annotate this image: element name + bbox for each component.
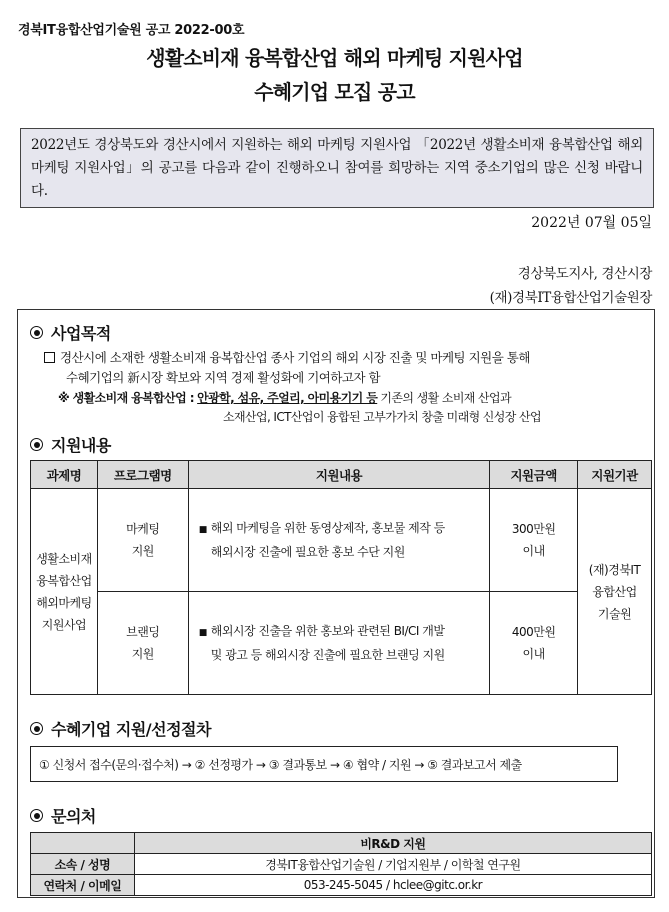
program-cell: 브랜딩 지원 <box>97 592 188 695</box>
notice-number: 경북IT융합산업기술원 공고 2022-00호 <box>18 23 245 38</box>
empty-header-cell <box>31 833 135 854</box>
table-row <box>31 875 652 896</box>
intro-box: 2022년도 경상북도와 경산시에서 지원하는 해외 마케팅 지원사업 「2022년 생활소비재 융복합산업 해외 마케팅 지원사업」의 공고를 다음과 같이 진행하오니 참여를 희망하는 지역 중소기업의 많은 신청 바랍니다. <box>20 128 654 208</box>
square-bullet-icon: ■ <box>198 628 207 638</box>
col-header: 지원내용 <box>188 461 489 489</box>
page-title: 생활소비재 융복합산업 해외 마케팅 지원사업 <box>146 46 523 70</box>
purpose-line-1: 경산시에 소재한 생활소비재 융복합산업 종사 기업의 해외 시장 진출 및 마케팅 지원을 통해 <box>60 350 530 365</box>
col-header: 비R&D 지원 <box>134 833 651 854</box>
row-value: 053-245-5045 / hclee@gitc.or.kr <box>134 875 651 896</box>
issuer-line-2: (재)경북IT융합산업기술원장 <box>489 290 652 306</box>
section-heading-text: 사업목적 <box>51 324 111 343</box>
contact-table <box>30 832 652 896</box>
purpose-line-2: 수혜기업의 新시장 확보와 지역 경제 활성화에 기여하고자 함 <box>66 370 381 385</box>
col-header: 과제명 <box>31 461 98 489</box>
amount-cell: 300만원 이내 <box>490 489 578 592</box>
issuer-line-1: 경상북도지사, 경산시장 <box>517 266 652 282</box>
row-label: 연락처 / 이메일 <box>31 875 135 896</box>
table-row <box>31 489 652 592</box>
col-header: 지원금액 <box>490 461 578 489</box>
row-label: 소속 / 성명 <box>31 854 135 875</box>
square-bullet-icon: ■ <box>198 525 207 535</box>
desc-cell: ■ 해외 마케팅을 위한 동영상제작, 홍보물 제작 등 해외시장 진출에 필요한 홍보 수단 지원 <box>188 489 489 592</box>
section-heading-text: 문의처 <box>51 807 96 826</box>
project-name-cell: 생활소비재 융복합산업 해외마케팅 지원사업 <box>31 489 98 695</box>
desc-cell: ■ 해외시장 진출을 위한 홍보와 관련된 BI/CI 개발 및 광고 등 해외시장 진출에 필요한 브랜딩 지원 <box>188 592 489 695</box>
section-heading-procedure <box>30 717 211 740</box>
agency-cell: (재)경북IT 융합산업 기술원 <box>578 489 652 695</box>
bullet-circle-icon <box>30 326 43 339</box>
section-heading-text: 수혜기업 지원/선정절차 <box>51 720 211 739</box>
note-label: ※ 생활소비재 융복합산업 : <box>58 391 194 405</box>
amount-cell: 400만원 이내 <box>490 592 578 695</box>
notice-date: 2022년 07월 05일 <box>531 215 652 231</box>
checkbox-square-icon <box>44 352 55 363</box>
page-subtitle: 수혜기업 모집 공고 <box>254 80 415 104</box>
note-underlined: 안광학, 섬유, 주얼리, 아미용기기 등 <box>197 391 378 405</box>
table-row <box>31 592 652 695</box>
program-cell: 마케팅 지원 <box>97 489 188 592</box>
row-value: 경북IT융합산업기술원 / 기업지원부 / 이학철 연구원 <box>134 854 651 875</box>
support-table <box>30 460 652 695</box>
bullet-circle-icon <box>30 809 43 822</box>
purpose-text <box>44 348 644 388</box>
note-rest-1: 기존의 생활 소비재 산업과 <box>377 391 511 405</box>
purpose-note <box>58 389 648 427</box>
section-heading-support <box>30 433 111 456</box>
section-heading-contact <box>30 804 96 827</box>
bullet-circle-icon <box>30 722 43 735</box>
section-heading-purpose <box>30 321 111 344</box>
section-heading-text: 지원내용 <box>51 436 111 455</box>
procedure-box: ① 신청서 접수(문의·접수처) → ② 선정평가 → ③ 결과통보 → ④ 협약 / 지원 → ⑤ 결과보고서 제출 <box>30 746 618 782</box>
table-row <box>31 854 652 875</box>
bullet-circle-icon <box>30 438 43 451</box>
col-header: 프로그램명 <box>97 461 188 489</box>
col-header: 지원기관 <box>578 461 652 489</box>
note-rest-2: 소재산업, ICT산업이 융합된 고부가가치 창출 미래형 신성장 산업 <box>223 410 541 424</box>
